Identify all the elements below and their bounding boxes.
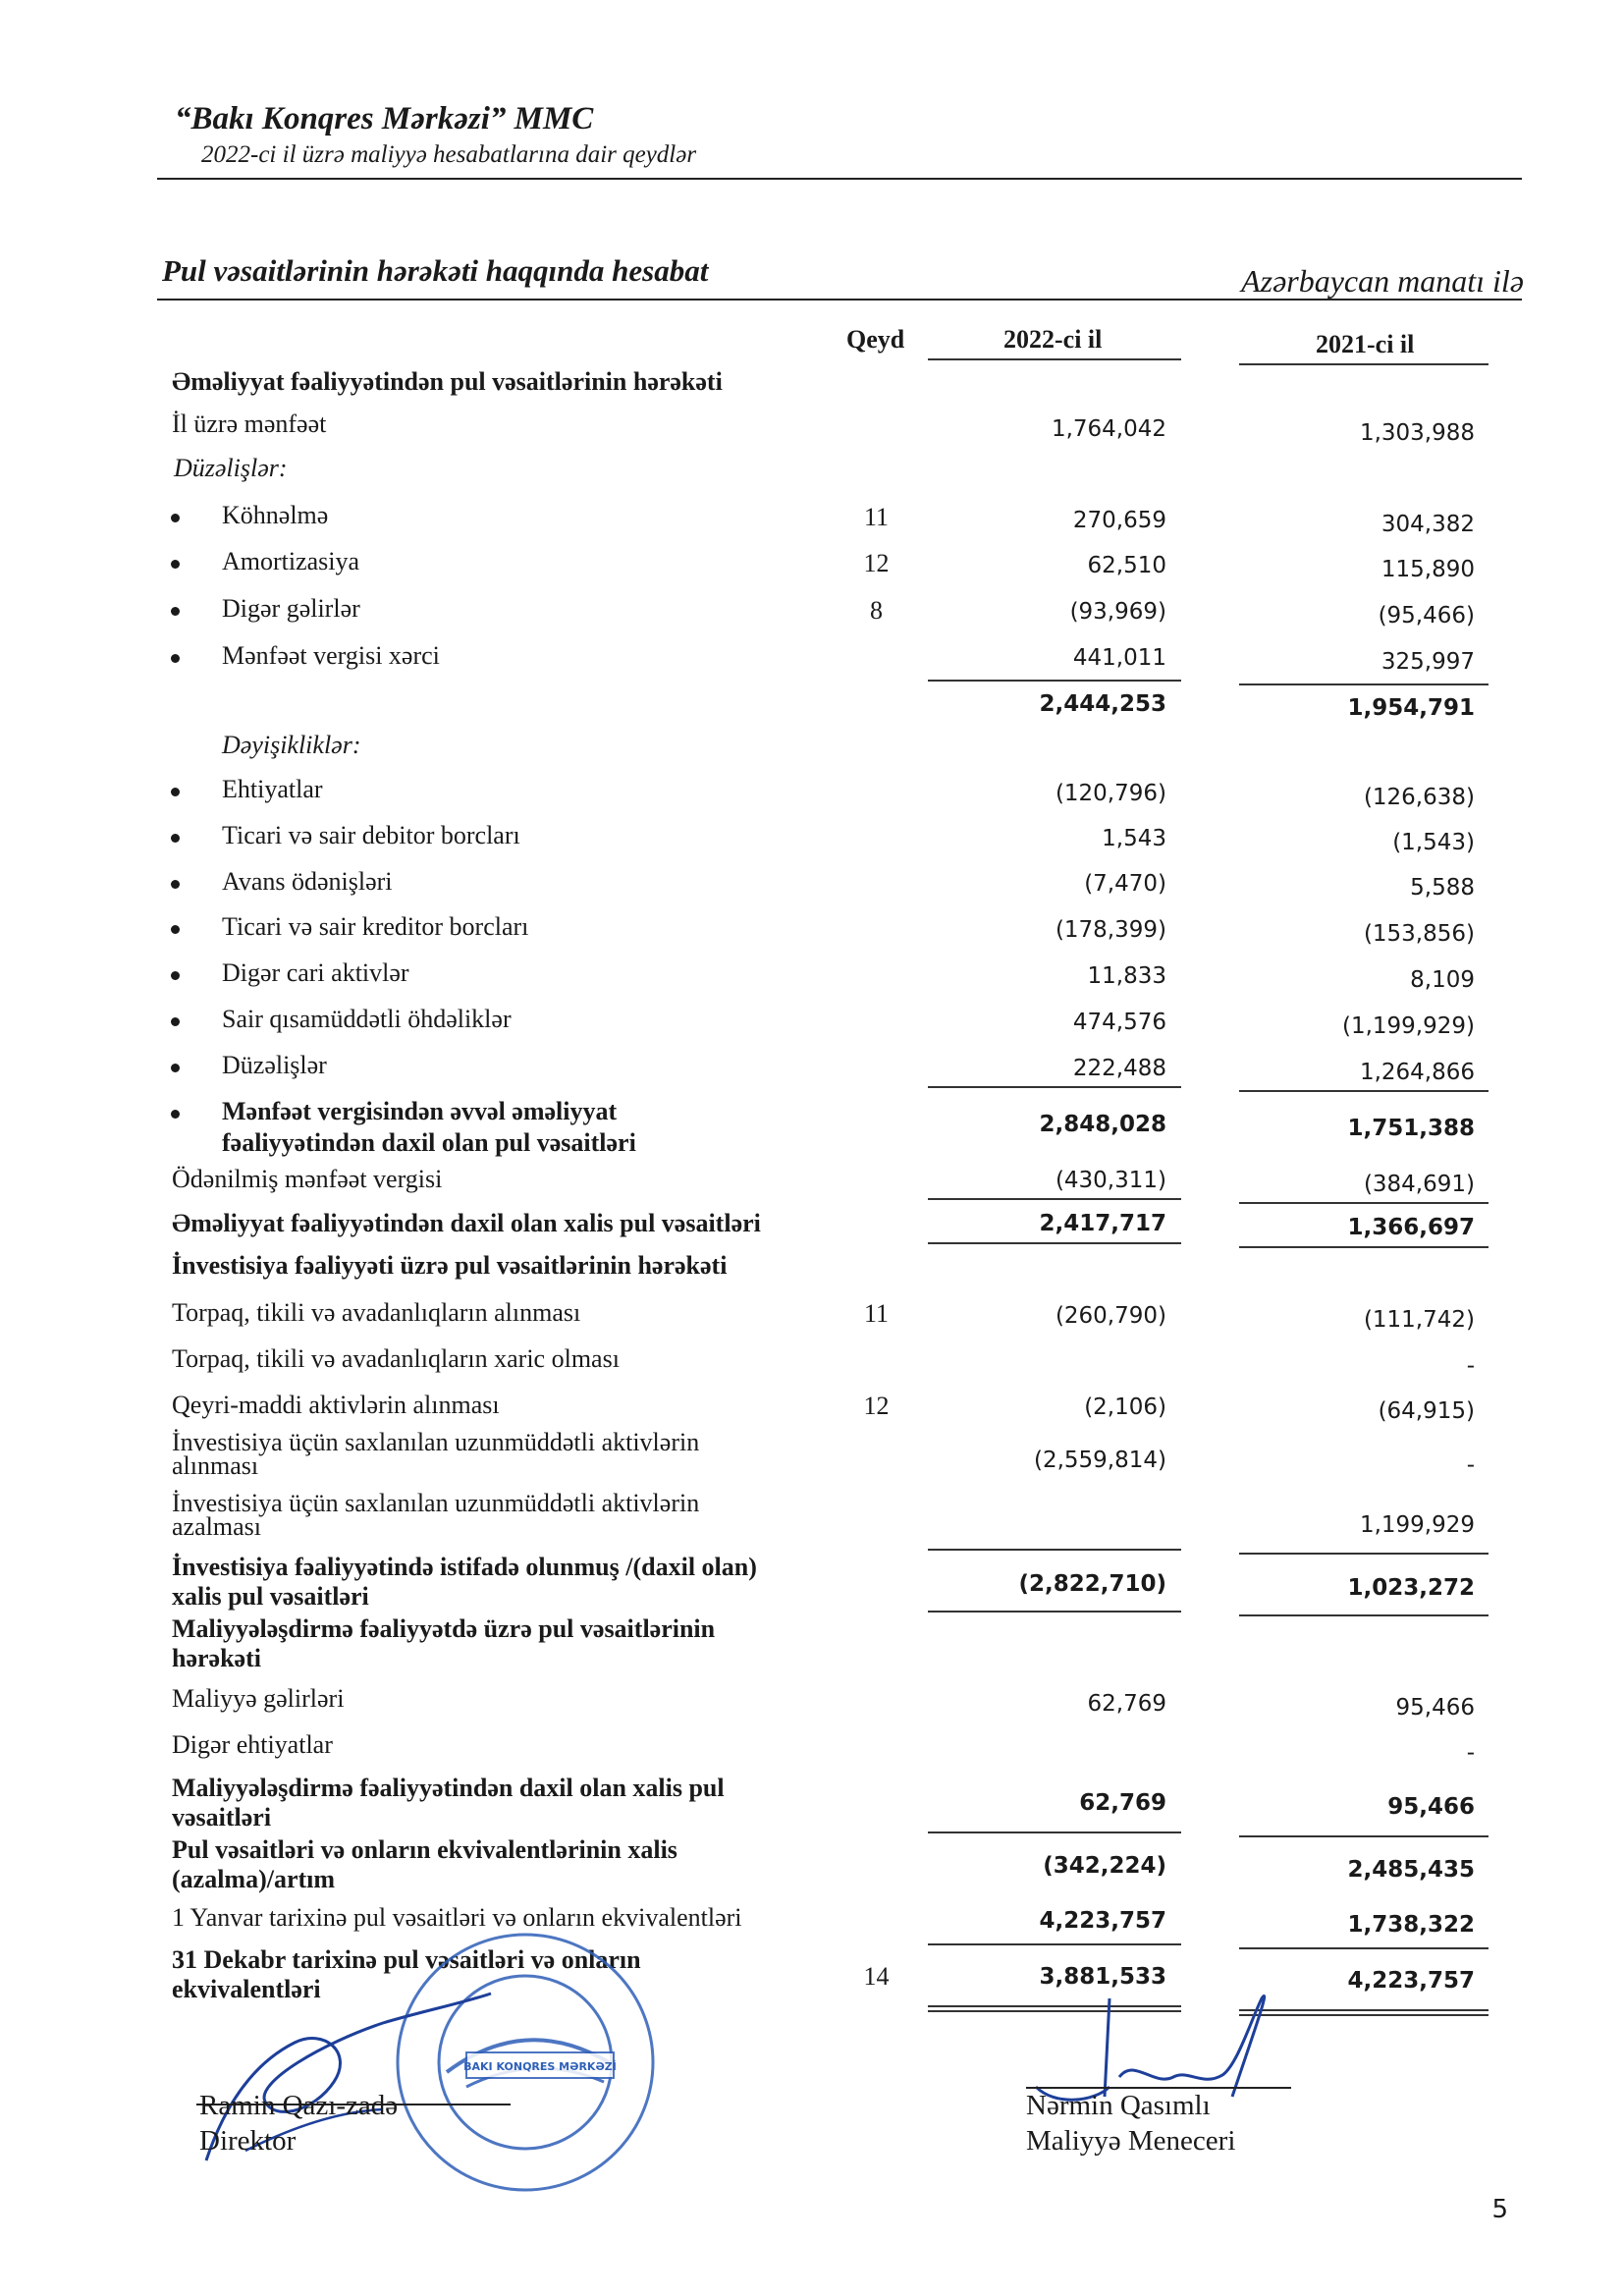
note-ref: 11 — [863, 503, 890, 531]
bullet-icon — [171, 880, 180, 889]
row-label: Amortizasiya — [222, 547, 360, 575]
director-title: Direktor — [199, 2125, 297, 2157]
stamp-label: BAKI KONQRES MƏRKƏZİ — [463, 2060, 617, 2073]
bullet-icon — [171, 1017, 180, 1026]
value-2021: (1,199,929) — [1341, 1013, 1475, 1039]
value-2022: 11,833 — [1087, 963, 1166, 989]
subtotal-rule — [1239, 1947, 1489, 1949]
bullet-icon — [171, 514, 180, 522]
row-label-cont: alınması — [172, 1451, 259, 1480]
report-subtitle: 2022-ci il üzrə maliyyə hesabatlarına dair qeydlər — [201, 141, 697, 168]
statement-title: Pul vəsaitlərinin hərəkəti haqqında hesabat — [162, 253, 709, 288]
page-number: 5 — [1491, 2195, 1508, 2224]
bullet-icon — [171, 654, 180, 663]
subheading-changes: Dəyişikliklər: — [222, 731, 361, 759]
manager-name: Nərmin Qasımlı — [1026, 2090, 1211, 2121]
subtotal-rule — [1239, 1202, 1489, 1204]
value-2022: 474,576 — [1072, 1010, 1166, 1035]
value-2021: 5,588 — [1410, 875, 1475, 901]
bullet-icon — [171, 788, 180, 796]
bullet-icon — [171, 1110, 180, 1119]
row-label-cont: xalis pul vəsaitləri — [172, 1582, 369, 1611]
bullet-icon — [171, 971, 180, 980]
column-header-2021: 2021-ci il — [1316, 330, 1415, 358]
section-heading-investing: İnvestisiya fəaliyyəti üzrə pul vəsaitlərinin hərəkəti — [172, 1251, 728, 1280]
value-2022: (342,224) — [1043, 1853, 1166, 1879]
row-label-cont: ekvivalentləri — [172, 1975, 321, 2003]
note-ref: 11 — [863, 1299, 890, 1328]
section-heading-financing-cont: hərəkəti — [172, 1644, 261, 1672]
row-label: Ehtiyatlar — [222, 775, 323, 803]
subtotal-rule — [928, 1831, 1181, 1833]
note-ref: 12 — [863, 549, 890, 577]
value-2022: (260,790) — [1055, 1303, 1166, 1329]
total-rule — [1239, 1246, 1489, 1248]
value-2021: 95,466 — [1387, 1794, 1475, 1820]
value-2021: (153,856) — [1363, 921, 1475, 947]
value-2021: (111,742) — [1363, 1307, 1475, 1333]
value-2022: (7,470) — [1084, 871, 1166, 897]
value-2022: (93,969) — [1069, 599, 1166, 625]
subtotal-rule — [1239, 683, 1489, 685]
value-2021: 1,199,929 — [1359, 1512, 1475, 1538]
subtotal-rule — [928, 1943, 1181, 1945]
row-label: Köhnəlmə — [222, 501, 329, 529]
subtotal-rule — [1239, 1090, 1489, 1092]
value-2021: (384,691) — [1363, 1172, 1475, 1197]
value-2022: 4,223,757 — [1039, 1908, 1166, 1934]
value-2021: 1,366,697 — [1347, 1215, 1475, 1240]
row-label: Digər cari aktivlər — [222, 958, 409, 987]
note-ref: 14 — [863, 1962, 890, 1991]
column-header-2022: 2022-ci il — [1003, 325, 1103, 354]
total-rule — [928, 1242, 1181, 1244]
value-2022: 62,769 — [1087, 1691, 1166, 1717]
value-2022: (120,796) — [1055, 781, 1166, 806]
value-2022: (178,399) — [1055, 917, 1166, 943]
value-2021: 1,023,272 — [1347, 1575, 1475, 1601]
subtotal-rule — [928, 1086, 1181, 1088]
column-underline-2022 — [928, 358, 1181, 360]
value-2022: 222,488 — [1072, 1056, 1166, 1081]
value-2021: 304,382 — [1380, 512, 1475, 537]
subtotal-2022: 2,444,253 — [1039, 691, 1166, 717]
value-2021: 4,223,757 — [1347, 1968, 1475, 1994]
column-underline-2021 — [1239, 363, 1489, 365]
total-rule — [1239, 1614, 1489, 1616]
manager-title: Maliyyə Meneceri — [1026, 2125, 1236, 2157]
value-2022: 3,881,533 — [1039, 1964, 1166, 1990]
note-ref: 12 — [863, 1392, 890, 1420]
row-label: Ticari və sair debitor borcları — [222, 821, 520, 849]
value-2022: (430,311) — [1055, 1168, 1166, 1193]
header-rule — [157, 178, 1522, 180]
row-label: Maliyyə gəlirləri — [172, 1684, 345, 1713]
row-label: Torpaq, tikili və avadanlıqların alınması — [172, 1298, 581, 1327]
bullet-icon — [171, 560, 180, 569]
value-2022: (2,106) — [1084, 1394, 1166, 1420]
value-2021: 1,264,866 — [1359, 1060, 1475, 1085]
subtotal-rule — [928, 680, 1181, 682]
subheading-adjustments: Düzəlişlər: — [174, 454, 288, 482]
row-label-cont: azalması — [172, 1512, 261, 1541]
row-label-cont: fəaliyyətindən daxil olan pul vəsaitləri — [222, 1128, 636, 1157]
director-name: Ramin Qazı-zadə — [199, 2090, 399, 2121]
value-2021: (64,915) — [1378, 1398, 1475, 1424]
value-2021: (95,466) — [1378, 603, 1475, 629]
value-2021: - — [1466, 1353, 1475, 1379]
value-2021: 325,997 — [1380, 649, 1475, 675]
value-2021: 95,466 — [1395, 1695, 1475, 1721]
title-rule — [157, 299, 1522, 301]
value-2021: 8,109 — [1410, 967, 1475, 993]
value-2021: (1,543) — [1392, 830, 1475, 855]
value-2022: 62,769 — [1079, 1790, 1166, 1816]
row-label: Mənfəət vergisindən əvvəl əməliyyat — [222, 1097, 618, 1125]
currency-note: Azərbaycan manatı ilə — [1241, 263, 1524, 299]
value-2021: (126,638) — [1363, 785, 1475, 810]
row-label: İnvestisiya üçün saxlanılan uzunmüddətli aktivlərin — [172, 1428, 700, 1456]
row-label: Digər ehtiyatlar — [172, 1730, 333, 1759]
value-2022: 270,659 — [1072, 508, 1166, 533]
value-2021: 115,890 — [1380, 557, 1475, 582]
row-label: Əməliyyat fəaliyyətindən daxil olan xalis pul vəsaitləri — [172, 1209, 761, 1237]
subtotal-rule — [928, 1549, 1181, 1551]
row-label: Sair qısamüddətli öhdəliklər — [222, 1005, 512, 1033]
value-2021: 2,485,435 — [1347, 1857, 1475, 1883]
value-2022: 62,510 — [1087, 553, 1166, 578]
value-2022: 2,417,717 — [1039, 1211, 1166, 1236]
section-heading-operating: Əməliyyat fəaliyyətindən pul vəsaitlərinin hərəkəti — [172, 367, 723, 396]
value-2022: (2,822,710) — [1018, 1571, 1166, 1597]
row-label: İnvestisiya üçün saxlanılan uzunmüddətli aktivlərin — [172, 1489, 700, 1517]
column-header-note: Qeyd — [846, 325, 905, 354]
row-label-cont: (azalma)/artım — [172, 1865, 336, 1893]
value-2022: 1,764,042 — [1051, 416, 1166, 442]
note-ref: 8 — [870, 596, 883, 625]
row-label: Avans ödənişləri — [222, 867, 393, 896]
value-2021: - — [1466, 1452, 1475, 1478]
row-label: Digər gəlirlər — [222, 594, 360, 623]
subtotal-rule — [928, 1198, 1181, 1200]
row-label: 31 Dekabr tarixinə pul vəsaitləri və onların — [172, 1945, 641, 1974]
subtotal-rule — [1239, 1553, 1489, 1555]
section-heading-financing: Maliyyələşdirmə fəaliyyətdə üzrə pul vəsaitlərinin — [172, 1614, 716, 1643]
row-label: Maliyyələşdirmə fəaliyyətindən daxil olan xalis pul — [172, 1774, 725, 1802]
bullet-icon — [171, 834, 180, 843]
row-label: Düzəlişlər — [222, 1051, 327, 1079]
bullet-icon — [171, 925, 180, 934]
subtotal-rule — [1239, 1835, 1489, 1837]
row-label: Pul vəsaitləri və onların ekvivalentlərinin xalis — [172, 1835, 677, 1864]
bullet-icon — [171, 607, 180, 616]
bullet-icon — [171, 1064, 180, 1072]
row-label: Mənfəət vergisi xərci — [222, 641, 440, 670]
row-label: İnvestisiya fəaliyyətində istifadə olunmuş /(daxil olan) — [172, 1553, 757, 1581]
value-2022: 1,543 — [1102, 826, 1166, 851]
value-2022: (2,559,814) — [1033, 1448, 1166, 1473]
value-2022: 441,011 — [1072, 645, 1166, 671]
row-label: Ticari və sair kreditor borcları — [222, 912, 529, 941]
company-name: “Bakı Konqres Mərkəzi” MMC — [175, 101, 594, 137]
value-2022: 2,848,028 — [1039, 1112, 1166, 1137]
row-label: 1 Yanvar tarixinə pul vəsaitləri və onların ekvivalentləri — [172, 1903, 742, 1932]
row-label: Torpaq, tikili və avadanlıqların xaric olması — [172, 1344, 620, 1373]
value-2021: 1,303,988 — [1359, 420, 1475, 446]
row-label: Ödənilmiş mənfəət vergisi — [172, 1165, 443, 1193]
total-rule — [928, 1611, 1181, 1613]
row-label: Qeyri-maddi aktivlərin alınması — [172, 1391, 500, 1419]
value-2021: 1,751,388 — [1347, 1116, 1475, 1141]
manager-signature-line — [1026, 2087, 1291, 2089]
value-2021: - — [1466, 1740, 1475, 1766]
value-2021: 1,738,322 — [1347, 1912, 1475, 1938]
row-label-cont: vəsaitləri — [172, 1803, 272, 1831]
subtotal-2021: 1,954,791 — [1347, 695, 1475, 721]
row-label: İl üzrə mənfəət — [172, 410, 327, 438]
